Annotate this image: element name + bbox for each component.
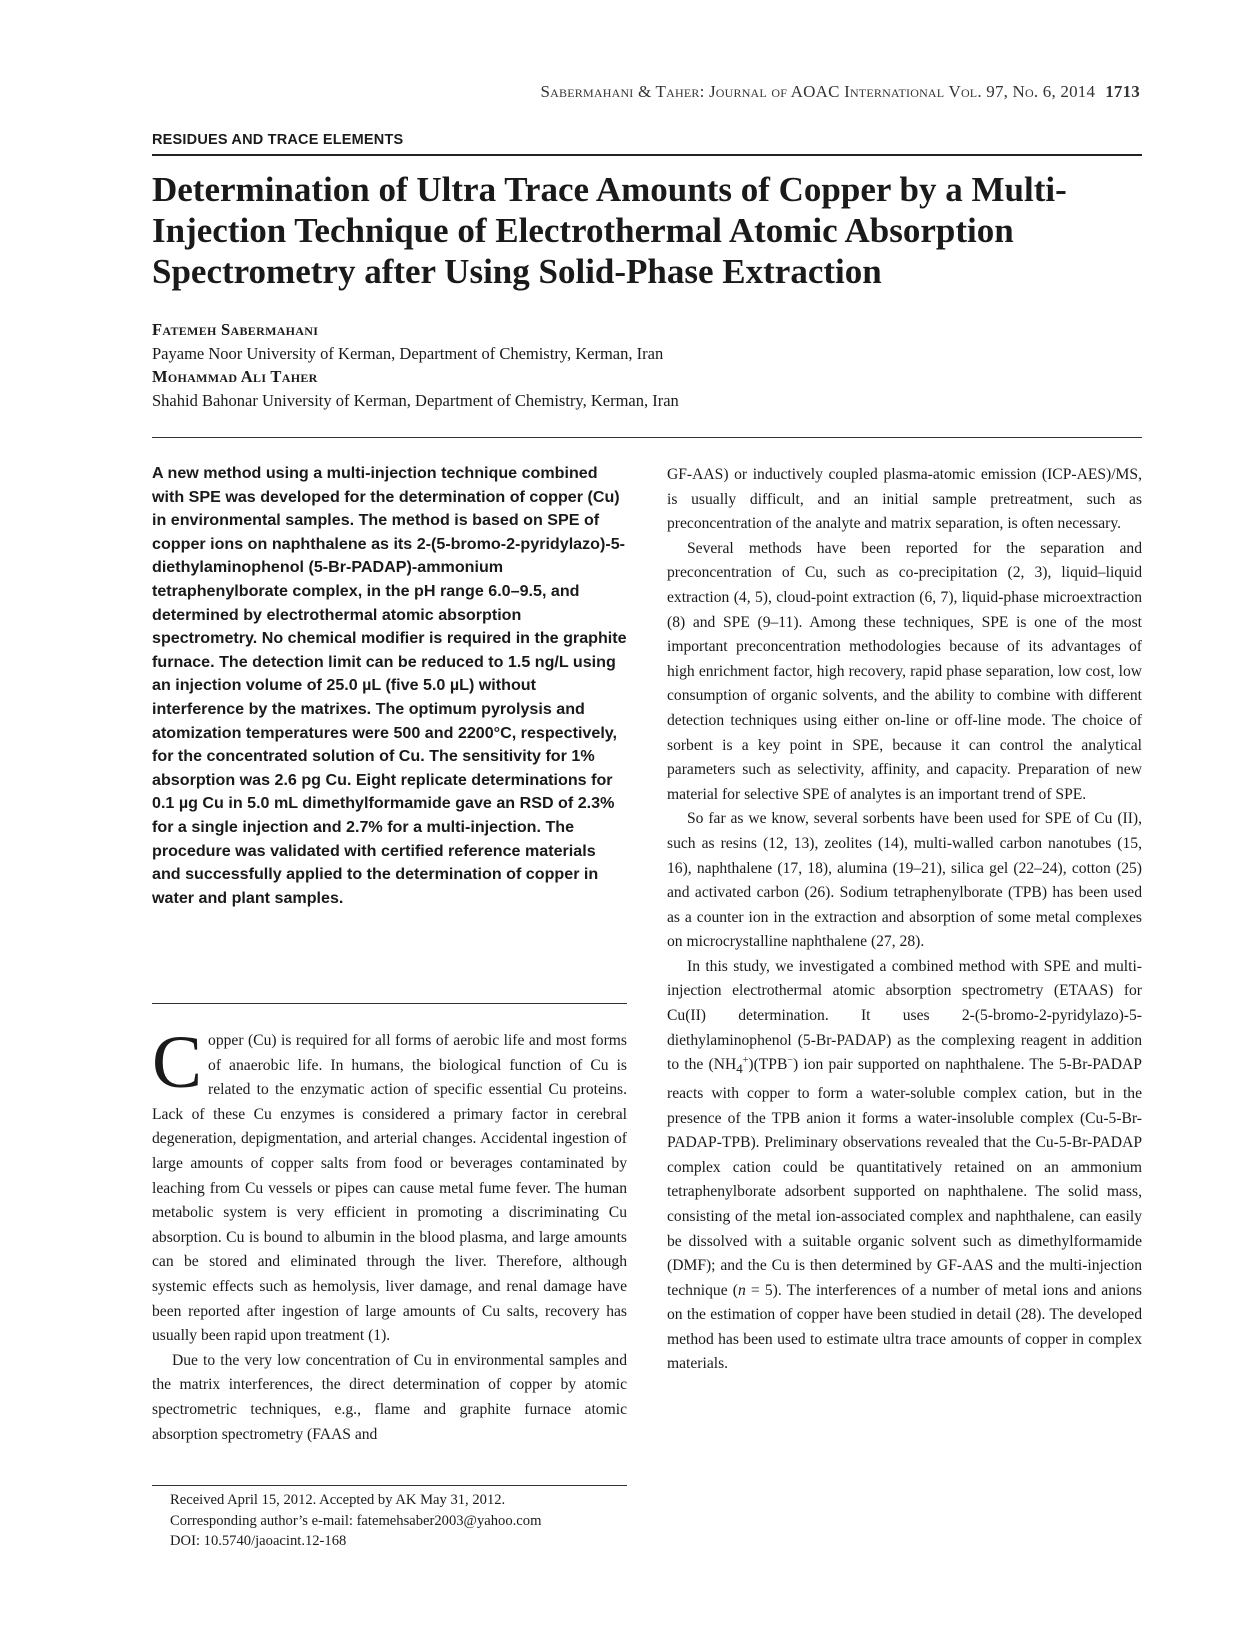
author-block [152,318,1142,412]
paragraph-text: = 5). The interferences of a number of metal ions and anions on the estimation of copper have been studied in detail (28). The developed method has been used to estimate ultra trace amounts of copper in complex materials. [667,1281,1142,1373]
author-name-2: Mohammad Ali Taher [152,367,318,386]
subscript: 4 [736,1061,743,1077]
paragraph-text: , flame and graphite furnace atomic absorption spectrometry (FAAS and [152,1400,627,1443]
paragraph: GF-AAS) or inductively coupled plasma-atomic emission (ICP-AES)/MS, is usually difficult, and an initial sample pretreatment, such as preconcentration of the analyte and matrix separation, is often necessary. [667,466,1142,533]
paragraph [152,1021,627,1349]
footnote-divider [152,1485,627,1486]
footnote [170,1490,630,1552]
abstract-divider [152,1003,627,1004]
italic-variable: n [737,1281,746,1299]
author-affiliation-2: Shahid Bahonar University of Kerman, Department of Chemistry, Kerman, Iran [152,390,679,410]
running-head [541,82,1140,102]
paragraph [667,955,1142,1377]
paragraph [152,1349,627,1447]
header-rule [152,154,1142,156]
drop-cap: C [152,1021,203,1104]
author-affiliation-1: Payame Noor University of Kerman, Department of Chemistry, Kerman, Iran [152,343,664,363]
paragraph-text: opper (Cu) is required for all forms of aerobic life and most forms of anaerobic life. In humans, the biological function of Cu is related to the enzymatic action of specific essential Cu proteins. Lack of these Cu enzymes is considered a primary factor in cerebral degeneration, depigmentation, and arterial changes. Accidental ingestion of large amounts of copper salts from food or beverages contaminated by leaching from Cu vessels or pipes can cause metal fume fever. The human metabolic system is very efficient in promoting a discriminating Cu absorption. Cu is bound to albumin in the blood plasma, and large amounts can be stored and eliminated through the liver. Therefore, although systemic effects such as hemolysis, liver damage, and renal damage have been reported after ingestion of large amounts of Cu salts, recovery has usually been rapid upon treatment (1). [152,1032,627,1345]
article-title: Determination of Ultra Trace Amounts of Copper by a Multi-Injection Technique of Electrothermal Atomic Absorption Spectrometry after Using Solid-Phase Extraction [152,170,1067,291]
paragraph-text: ) ion pair supported on naphthalene. The 5-Br-PADAP reacts with copper to form a water-soluble complex cation, but in the presence of the TPB anion it forms a water-insoluble complex (Cu-5-Br-PADAP-TPB). Preliminary observations revealed that the Cu-5-Br-PADAP complex cation could be quantitatively retained on an ammonium tetraphenylborate adsorbent supported on naphthalene. The solid mass, consisting of the metal ion-associated complex and naphthalene, can easily be dissolved with a suitable organic solvent such as dimethylformamide (DMF); and the Cu is then determined by GF-AAS and the multi-injection technique ( [667,1056,1142,1299]
received-dates: Received April 15, 2012. Accepted by AK May 31, 2012. [170,1492,506,1508]
doi: DOI: 10.5740/jaoacint.12-168 [170,1533,347,1549]
corresponding-email: Corresponding author’s e-mail: fatemehsaber2003@yahoo.com [170,1512,542,1529]
abstract: A new method using a multi-injection technique combined with SPE was developed for the determination of copper (Cu) in environmental samples. The method is based on SPE of copper ions on naphthalene as its 2-(5-bromo-2-pyridylazo)-5-diethylaminophenol (5-Br-PADAP)-ammonium tetraphenylborate complex, in the pH range 6.0–9.5, and determined by electrothermal atomic absorption spectrometry. No chemical modifier is required in the graphite furnace. The detection limit can be reduced to 1.5 ng/L using an injection volume of 25.0 µL (five 5.0 µL) without interference by the matrixes. The optimum pyrolysis and atomization temperatures were 500 and 2200°C, respectively, for the concentrated solution of Cu. The sensitivity for 1% absorption was 2.6 pg Cu. Eight replicate determinations for 0.1 µg Cu in 5.0 mL dimethylformamide gave an RSD of 2.3% for a single injection and 2.7% for a multi-injection. The procedure was validated with certified reference materials and successfully applied to the determination of copper in water and plant samples. [152,464,627,907]
body-column-right [667,463,1142,1377]
paragraph-text: Due to the very low concentration of Cu in environmental samples and the matrix interferences, the direct determination of copper by atomic spectrometric techniques, e.g. [152,1351,627,1418]
paragraph-text: In this study, we investigated a combined method with SPE and multi-injection electrothermal atomic absorption spectrometry (ETAAS) for Cu(II) determination. It uses 2-(5-bromo-2-pyridylazo)-5-diethylaminophenol (5-Br-PADAP) as the complexing reagent in addition to the (NH [667,957,1142,1074]
author-name-1: Fatemeh Sabermahani [152,320,319,339]
section-label: RESIDUES AND TRACE ELEMENTS [152,132,404,148]
paragraph: So far as we know, several sorbents have been used for SPE of Cu (II), such as resins (12, 13), zeolites (14), multi-walled carbon nanotubes (15, 16), naphthalene (17, 18), alumina (19–21), silica gel (22–24), cotton (25) and activated carbon (26). Sodium tetraphenylborate (TPB) has been used as a counter ion in the extraction and absorption of some metal complexes on microcrystalline naphthalene (27, 28). [667,810,1142,951]
paragraph-text: )(TPB [748,1056,788,1074]
paragraph: Several methods have been reported for the separation and preconcentration of Cu, such as co-precipitation (2, 3), liquid–liquid extraction (4, 5), cloud-point extraction (6, 7), liquid-phase microextraction (8) and SPE (9–11). Among these techniques, SPE is one of the most important preconcentration methodologies because of its advantages of high enrichment factor, high recovery, rapid phase separation, low cost, low consumption of organic solvents, and the ability to combine with different detection techniques using either on-line or off-line mode. The choice of sorbent is a key point in SPE, because it can control the analytical parameters such as selectivity, affinity, and capacity. Preparation of new material for selective SPE of analytes is an important trend of SPE. [667,539,1142,803]
page-number: 1713 [1105,82,1140,101]
running-head-text: Sabermahani & Taher: Journal of AOAC International Vol. 97, No. 6, 2014 [540,82,1096,101]
body-column-left [152,1021,627,1447]
author-divider [152,437,1142,438]
superscript: − [787,1055,793,1067]
superscript: + [742,1055,749,1067]
